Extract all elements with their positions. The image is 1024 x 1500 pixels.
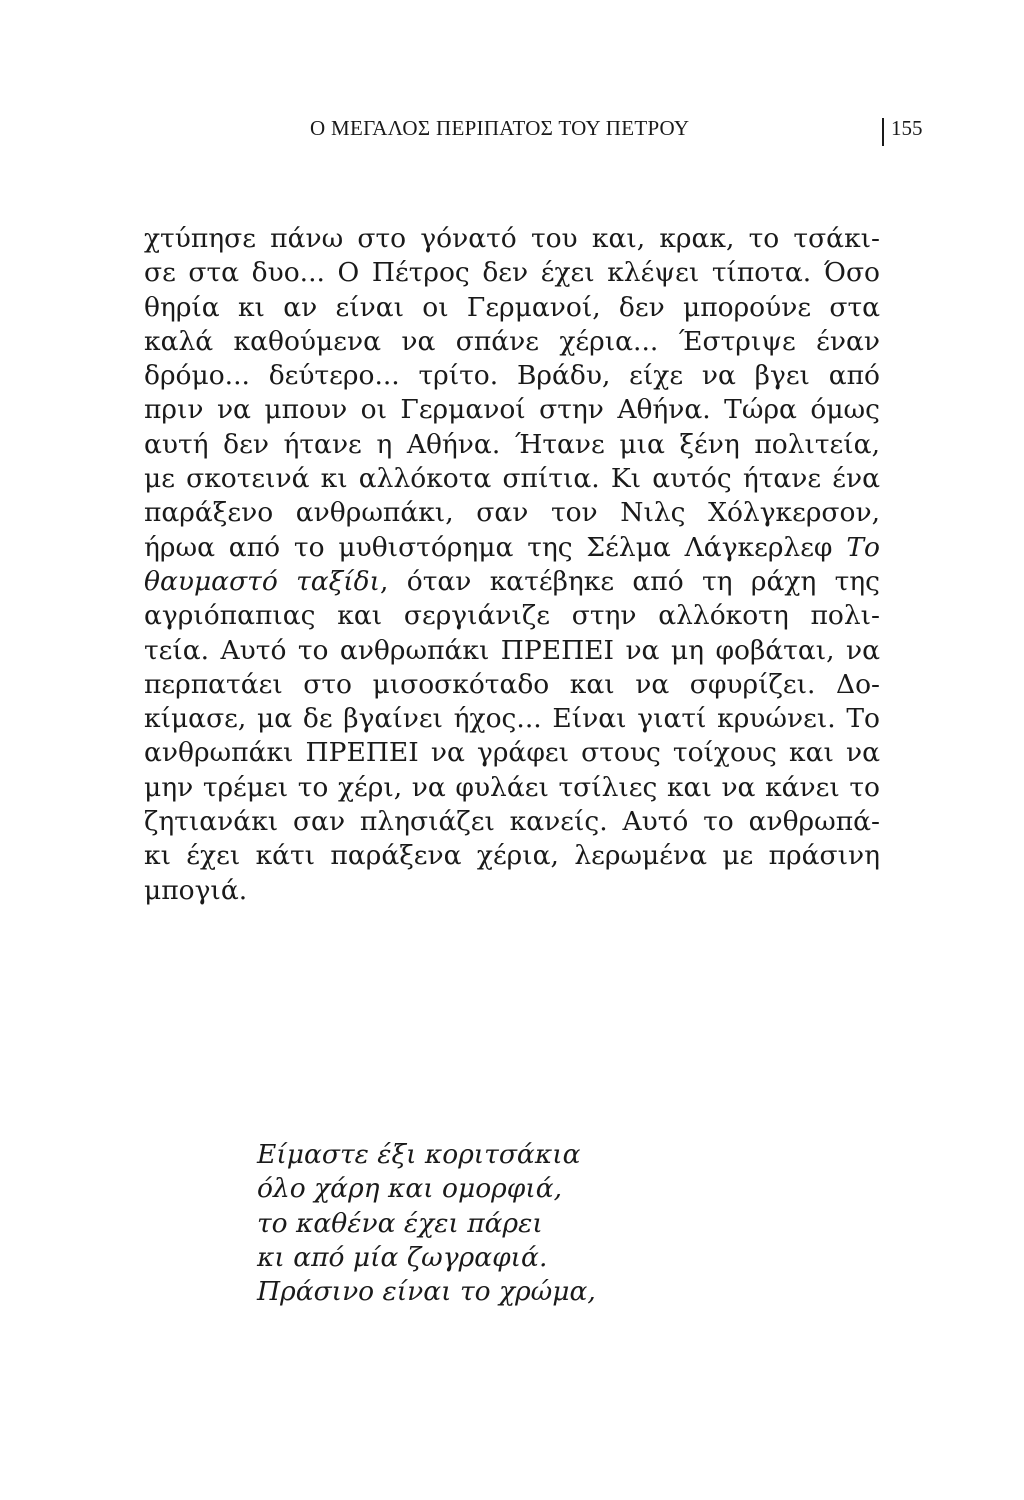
poem-line: Είμαστε έξι κοριτσάκια — [257, 1139, 581, 1170]
running-title: Ο ΜΕΓΑΛΟΣ ΠΕΡΙΠΑΤΟΣ ΤΟΥ ΠΕΤΡΟΥ — [310, 116, 690, 140]
text-line: ανθρωπάκι ΠΡΕΠΕΙ να γράφει στους τοίχους και να — [144, 737, 880, 769]
text-segment: ήρωα από το μυθιστόρημα της Σέλμα Λάγκερλεφ — [144, 531, 833, 563]
text-line: αγριόπαπιας και σεργιάνιζε στην αλλόκοτη πολι- — [144, 600, 880, 632]
text-line: περπατάει στο μισοσκόταδο και να σφυρίζει. Δο- — [144, 668, 880, 700]
text-segment: , όταν κατέβηκε από τη ράχη της — [380, 565, 881, 597]
text-line: τεία. Αυτό το ανθρωπάκι ΠΡΕΠΕΙ να μη φοβάται, να — [144, 634, 880, 666]
text-line: ζητιανάκι σαν πλησιάζει κανείς. Αυτό το ανθρωπά- — [144, 806, 880, 838]
text-line — [144, 531, 880, 565]
text-line: με σκοτεινά κι αλλόκοτα σπίτια. Κι αυτός ήτανε ένα — [144, 463, 880, 495]
poem-line: Πράσινο είναι το χρώμα, — [257, 1276, 596, 1308]
page-number: 155 — [891, 116, 923, 140]
text-line: μπογιά. — [144, 874, 248, 906]
body-text — [144, 222, 880, 908]
text-line: αυτή δεν ήτανε η Αθήνα. Ήτανε μια ξένη πολιτεία, — [144, 428, 880, 460]
text-line: πριν να μπουν οι Γερμανοί στην Αθήνα. Τώρα όμως — [144, 394, 880, 426]
text-line: κι έχει κάτι παράξενα χέρια, λερωμένα με πράσινη — [144, 840, 880, 872]
text-line: σε στα δυο... Ο Πέτρος δεν έχει κλέψει τίποτα. Όσο — [144, 257, 880, 289]
text-line — [144, 565, 880, 599]
poem-line: όλο χάρη και ομορφιά, — [257, 1173, 563, 1205]
header-divider — [882, 118, 884, 146]
text-line: παράξενο ανθρωπάκι, σαν τον Νιλς Χόλγκερσον, — [144, 497, 880, 529]
text-line: δρόμο... δεύτερο... τρίτο. Βράδυ, είχε να βγει από — [144, 360, 880, 392]
text-line: χτύπησε πάνω στο γόνατό του και, κρακ, το τσάκι- — [144, 223, 880, 254]
page-header — [0, 112, 1024, 152]
book-title-italic: θαυμαστό ταξίδι — [144, 565, 381, 597]
text-line: θηρία κι αν είναι οι Γερμανοί, δεν μπορούνε στα — [144, 291, 880, 323]
text-line: καλά καθούμενα να σπάνε χέρια... Έστριψε έναν — [144, 325, 880, 357]
poem-line: κι από μία ζωγραφιά. — [257, 1241, 548, 1273]
text-line: μην τρέμει το χέρι, να φυλάει τσίλιες και να κάνει το — [144, 771, 880, 803]
poem-line: το καθένα έχει πάρει — [257, 1207, 543, 1239]
poem-verse — [257, 1138, 857, 1309]
book-title-italic: Το — [846, 531, 880, 563]
text-line: κίμασε, μα δε βγαίνει ήχος... Είναι γιατί κρυώνει. Το — [144, 703, 880, 735]
